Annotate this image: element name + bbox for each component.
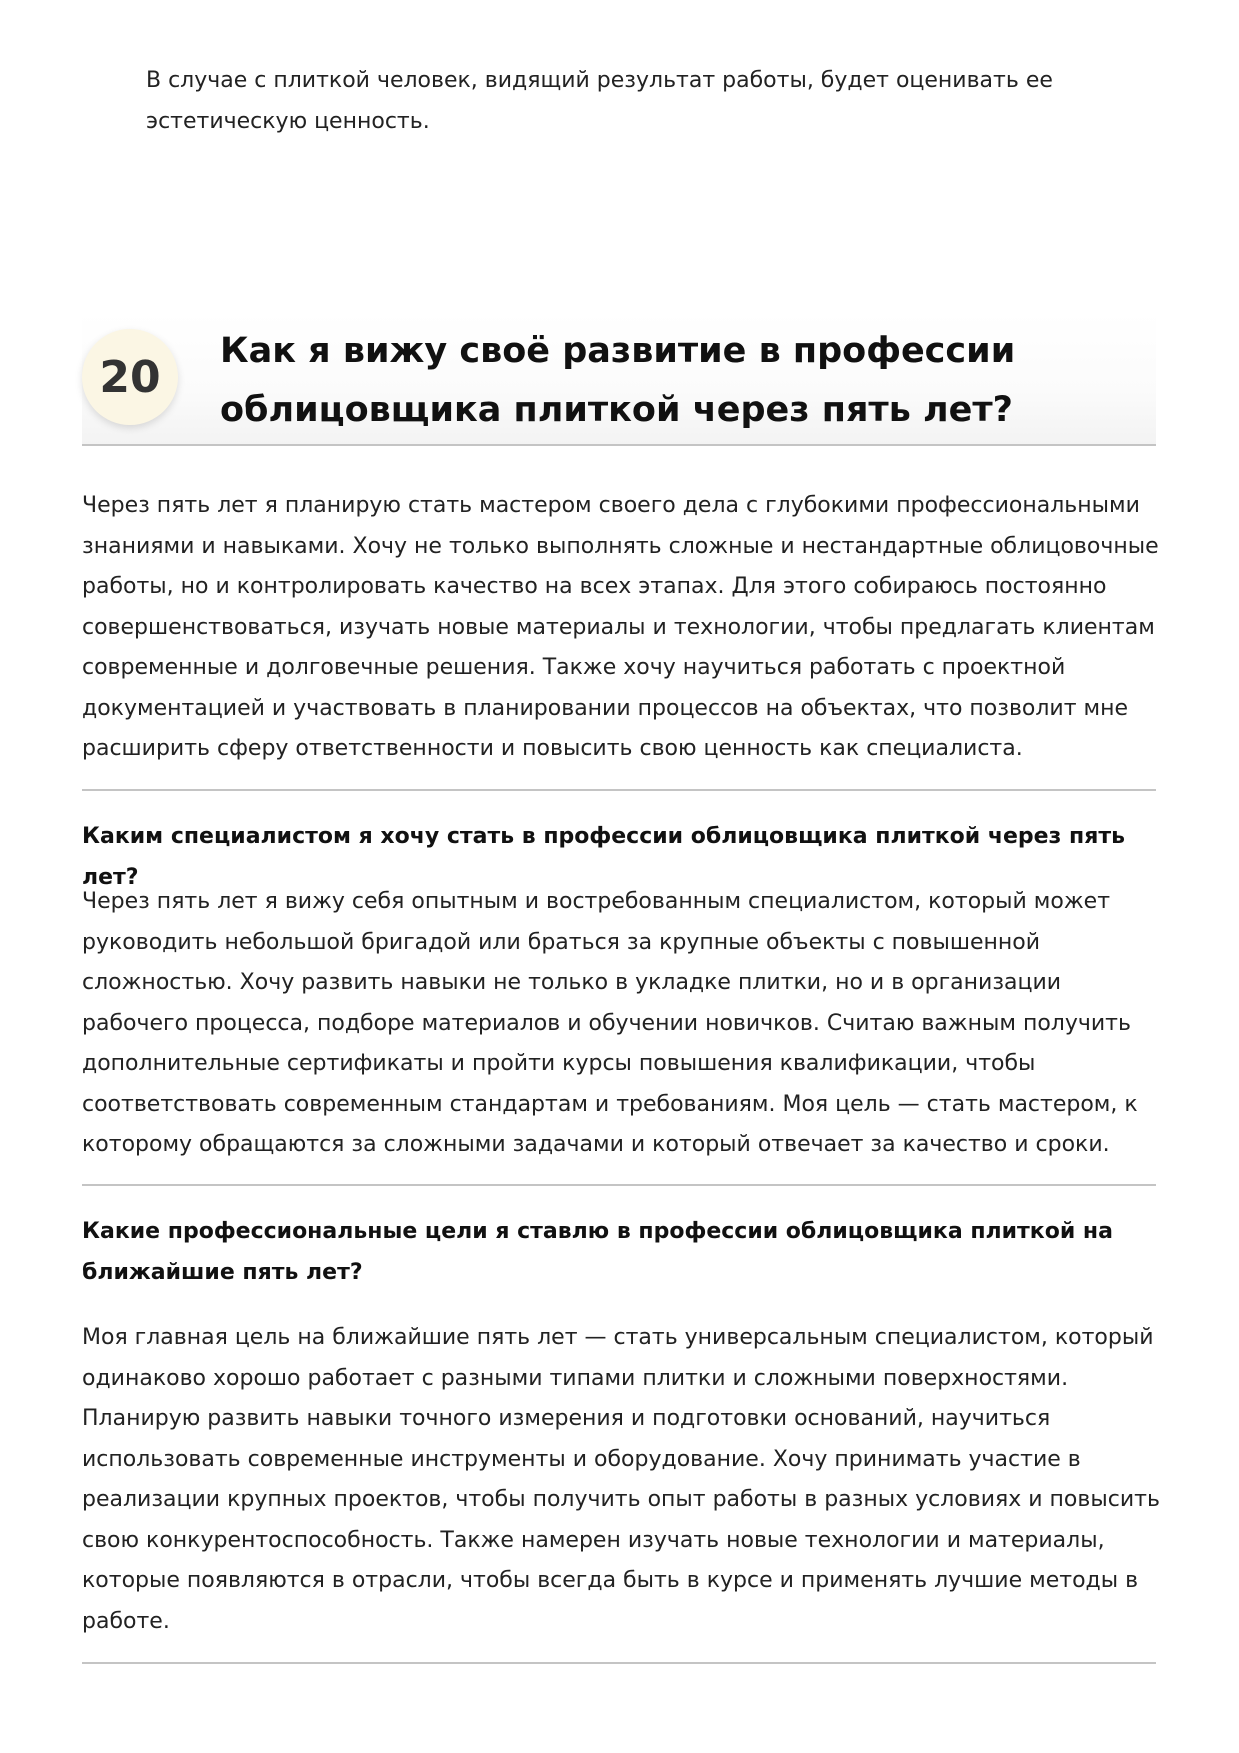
question-heading: Каким специалистом я хочу стать в профессии облицовщика плиткой через пять лет? [82, 824, 1125, 890]
divider [82, 1662, 1156, 1664]
section-number-badge: 20 [82, 329, 178, 425]
section-header [82, 312, 1156, 446]
intro-paragraph: В случае с плиткой человек, видящий результат работы, будет оценивать ее эстетическую ценность. [146, 68, 1053, 134]
divider [82, 789, 1156, 791]
answer-paragraph: Моя главная цель на ближайшие пять лет — стать универсальным специалистом, который одинаково хорошо работает с разными типами плитки и сложными поверхностями. Планирую развить навыки точного измерения и подготовки оснований, научиться использовать современные инструменты и оборудование. Хочу принимать участие в реализации крупных проектов, чтобы получить опыт работы в разных условиях и повысить свою конкурентоспособность. Также намерен изучать новые технологии и материалы, которые появляются в отрасли, чтобы всегда быть в курсе и применять лучшие методы в работе. [82, 1325, 1160, 1634]
question-heading: Какие профессиональные цели я ставлю в профессии облицовщика плиткой на ближайшие пять лет? [82, 1219, 1113, 1285]
divider [82, 1184, 1156, 1186]
section-title: Как я вижу своё развитие в профессии облицовщика плиткой через пять лет? [220, 331, 1016, 430]
answer-paragraph: Через пять лет я вижу себя опытным и востребованным специалистом, который может руководить небольшой бригадой или браться за крупные объекты с повышенной сложностью. Хочу развить навыки не только в укладке плитки, но и в организации рабочего процесса, подборе материалов и обучении новичков. Считаю важным получить дополнительные сертификаты и пройти курсы повышения квалификации, чтобы соответствовать современным стандартам и требованиям. Моя цель — стать мастером, к которому обращаются за сложными задачами и который отвечает за качество и сроки. [82, 889, 1138, 1157]
answer-paragraph: Через пять лет я планирую стать мастером своего дела с глубокими профессиональными знаниями и навыками. Хочу не только выполнять сложные и нестандартные облицовочные работы, но и контролировать качество на всех этапах. Для этого собираюсь постоянно совершенствоваться, изучать новые материалы и технологии, чтобы предлагать клиентам современные и долговечные решения. Также хочу научиться работать с проектной документацией и участвовать в планировании процессов на объектах, что позволит мне расширить сферу ответственности и повысить свою ценность как специалиста. [82, 493, 1159, 761]
